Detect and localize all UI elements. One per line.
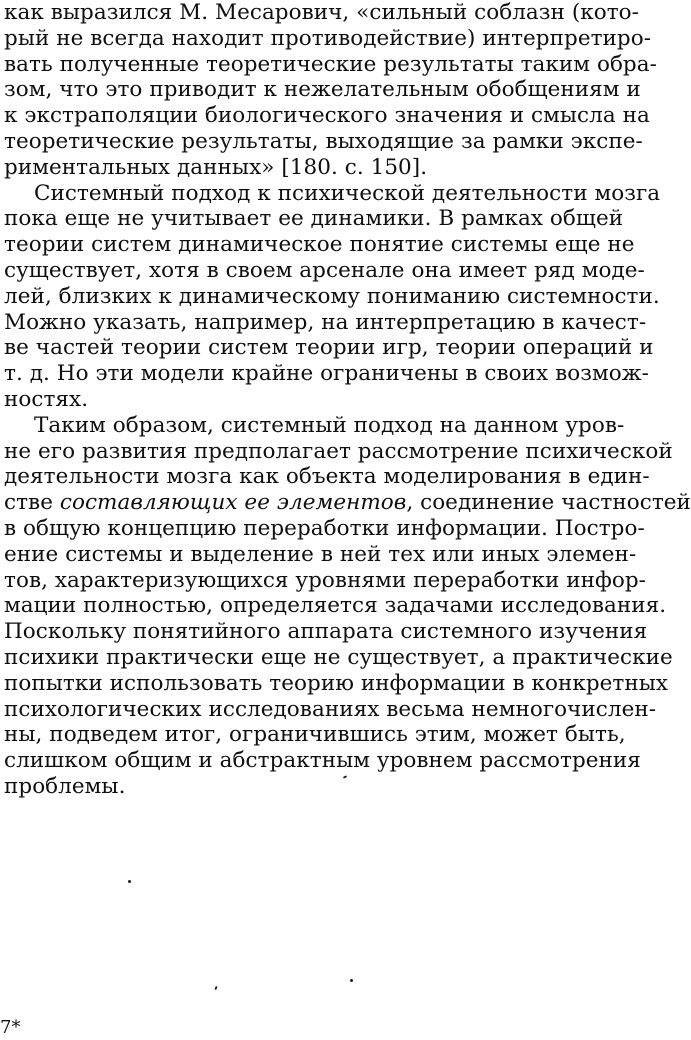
text-line: ны, подведем итог, ограничившись этим, может быть, (4, 722, 626, 748)
paragraph-2 (4, 180, 661, 413)
text-line: Системный подход к психической деятельности мозга (34, 180, 661, 206)
text-line: психики практически еще не существует, а практические (4, 644, 673, 670)
text-line: существует, хотя в своем арсенале она имеет ряд моде- (4, 257, 645, 283)
text-line: ностях. (4, 386, 89, 412)
text-line: в общую концепцию переработки информации. Постро- (4, 515, 645, 541)
text-line: пока еще не учитывает ее динамики. В рамках общей (4, 206, 624, 232)
text-line: ение системы и выделение в ней тех или иных элемен- (4, 541, 637, 567)
text-line: Можно указать, например, на интерпретацию в качест- (4, 309, 647, 335)
text-line: Таким образом, системный подход на данном уров- (34, 412, 625, 438)
text-line: рый не всегда находит противодействие) интерпретиро- (4, 25, 652, 51)
scan-speck (214, 986, 217, 990)
text-line: зом, что это приводит к нежелательным обобщениям и (4, 77, 641, 103)
text-line: риментальных данных» [180. с. 150]. (4, 154, 428, 180)
text-line: вать полученные теоретические результаты таким обра- (4, 51, 657, 77)
text-line: мации полностью, определяется задачами исследования. (4, 593, 667, 619)
text-line: слишком общим и абстрактным уровнем рассмотрения (4, 748, 641, 774)
text-line: деятельности мозга как объекта моделирования в един- (4, 464, 650, 490)
text-line: ве частей теории систем теории игр, теории операций и (4, 335, 654, 361)
text-line: как выразился М. Месарович, «сильный соблазн (кото- (4, 0, 639, 25)
text-line: Поскольку понятийного аппарата системного изучения (4, 619, 648, 645)
text-line: стве составляющих ее элементов, соединение частностей (4, 490, 691, 516)
scan-speck (350, 979, 353, 982)
text-line: к экстраполяции биологического значения и смысла на (4, 103, 650, 129)
emphasis-text: составляющих ее элементов (59, 490, 407, 516)
text-line: т. д. Но эти модели крайне ограничены в своих возмож- (4, 361, 649, 387)
text-line: теории систем динамическое понятие системы еще не (4, 232, 635, 258)
text-line: тов, характеризующихся уровнями переработки инфор- (4, 567, 646, 593)
text-line: попытки использовать теорию информации в конкретных (4, 670, 669, 696)
paragraph-1 (4, 0, 657, 181)
body-text (4, 0, 691, 800)
paragraph-3 (4, 412, 691, 800)
text-line: проблемы. (4, 773, 126, 799)
page-number: 7* (0, 1017, 21, 1038)
text-line: психологических исследованиях весьма немногочислен- (4, 696, 657, 722)
text-line: лей, близких к динамическому пониманию системности. (4, 283, 660, 309)
text-line: теоретические результаты, выходящие за рамки экспе- (4, 128, 643, 154)
text-line: не его развития предполагает рассмотрение психической (4, 438, 673, 464)
scan-speck (128, 880, 131, 883)
